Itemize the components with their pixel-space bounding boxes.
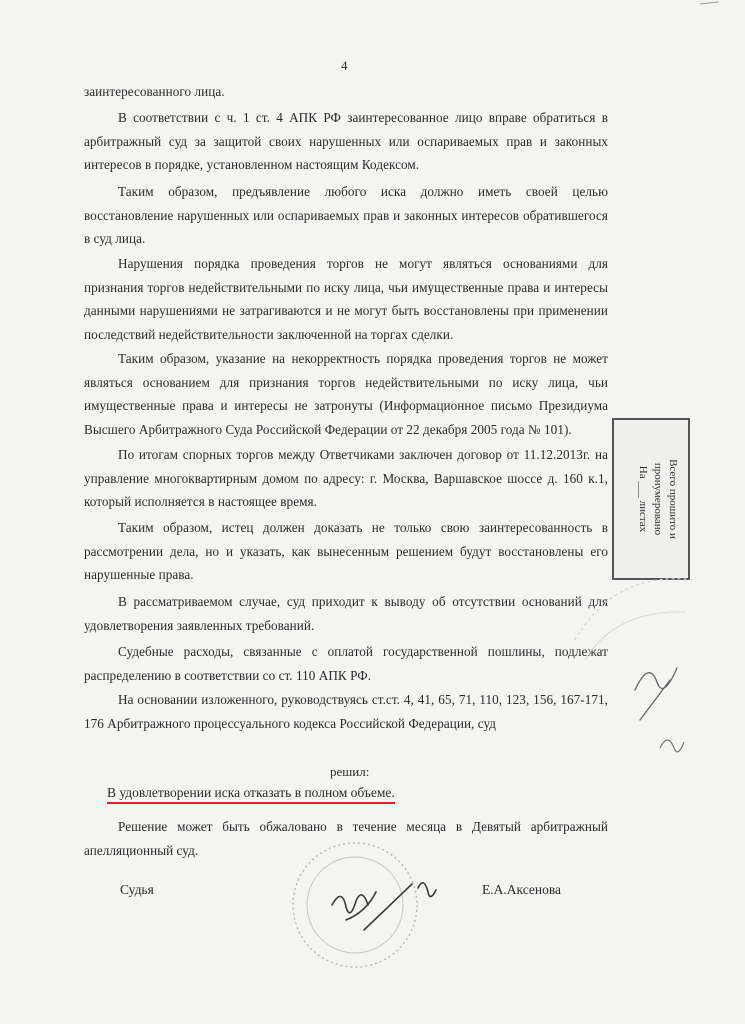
paragraph-2: В соответствии с ч. 1 ст. 4 АПК РФ заинтересованное лицо вправе обратиться в арбитражный суд за защитой своих нарушенных или оспариваемых прав и законных интересов в порядке, установленном настоящим Кодексом.: [84, 110, 608, 173]
judge-label: Судья: [120, 882, 154, 897]
judge-signature-icon: [332, 883, 436, 930]
stamp-line-2: пронумеровано: [652, 462, 664, 536]
judge-name: Е.А.Аксенова: [482, 882, 562, 897]
stamp-line-3: На ___ листах: [637, 465, 649, 533]
paragraph-6: По итогам спорных торгов между Ответчиками заключен договор от 11.12.2013г. на управление многоквартирным домом по адресу: г. Москва, Варшавское шоссе д. 160 к.1, который исполняется в настоящее время.: [84, 447, 608, 510]
decision-heading: решил:: [330, 764, 370, 779]
paragraph-5: Таким образом, указание на некорректность порядка проведения торгов не может являться основанием для признания торгов недействительными по иску лица, чьи имущественные права и интересы не затронуты (Информационное письмо Президиума Высшего Арбитражного Суда Российской Федерации от 22 декабря 2005 года № 101).: [84, 351, 608, 437]
margin-signature-icon: [635, 668, 677, 720]
paragraph-7: Таким образом, истец должен доказать не только свою заинтересованность в рассмотрении дела, но и указать, как вынесенным решением будут восстановлены его нарушенные права.: [84, 520, 608, 583]
stamp-line-1: Всего прошито и: [667, 459, 679, 539]
paragraph-4: Нарушения порядка проведения торгов не могут являться основаниями для признания торгов недействительными по иску лица, чьи имущественные права и интересы данными нарушениями не затрагиваются и не могут быть восстановлены при применении последствий недействительности заключенной на торгах сделки.: [84, 256, 608, 342]
page-number: 4: [341, 58, 348, 73]
ruling-text: В удовлетворении иска отказать в полном объеме.: [107, 785, 395, 804]
paragraph-10: На основании изложенного, руководствуясь ст.ст. 4, 41, 65, 71, 110, 123, 156, 167-171, 176 Арбитражного процессуального кодекса Российской Федерации, суд: [84, 692, 608, 731]
appeal-note: Решение может быть обжаловано в течение месяца в Девятый арбитражный апелляционный суд.: [84, 819, 608, 858]
paragraph-9: Судебные расходы, связанные с оплатой государственной пошлины, подлежат распределению в соответствии со ст. 110 АПК РФ.: [84, 644, 608, 683]
paragraph-8: В рассматриваемом случае, суд приходит к выводу об отсутствии оснований для удовлетворения заявленных требований.: [84, 594, 608, 633]
paragraph-3: Таким образом, предъявление любого иска должно иметь своей целью восстановление нарушенных или оспариваемых прав и законных интересов обратившегося в суд лица.: [84, 184, 608, 247]
paragraph-1: заинтересованного лица.: [84, 84, 225, 99]
